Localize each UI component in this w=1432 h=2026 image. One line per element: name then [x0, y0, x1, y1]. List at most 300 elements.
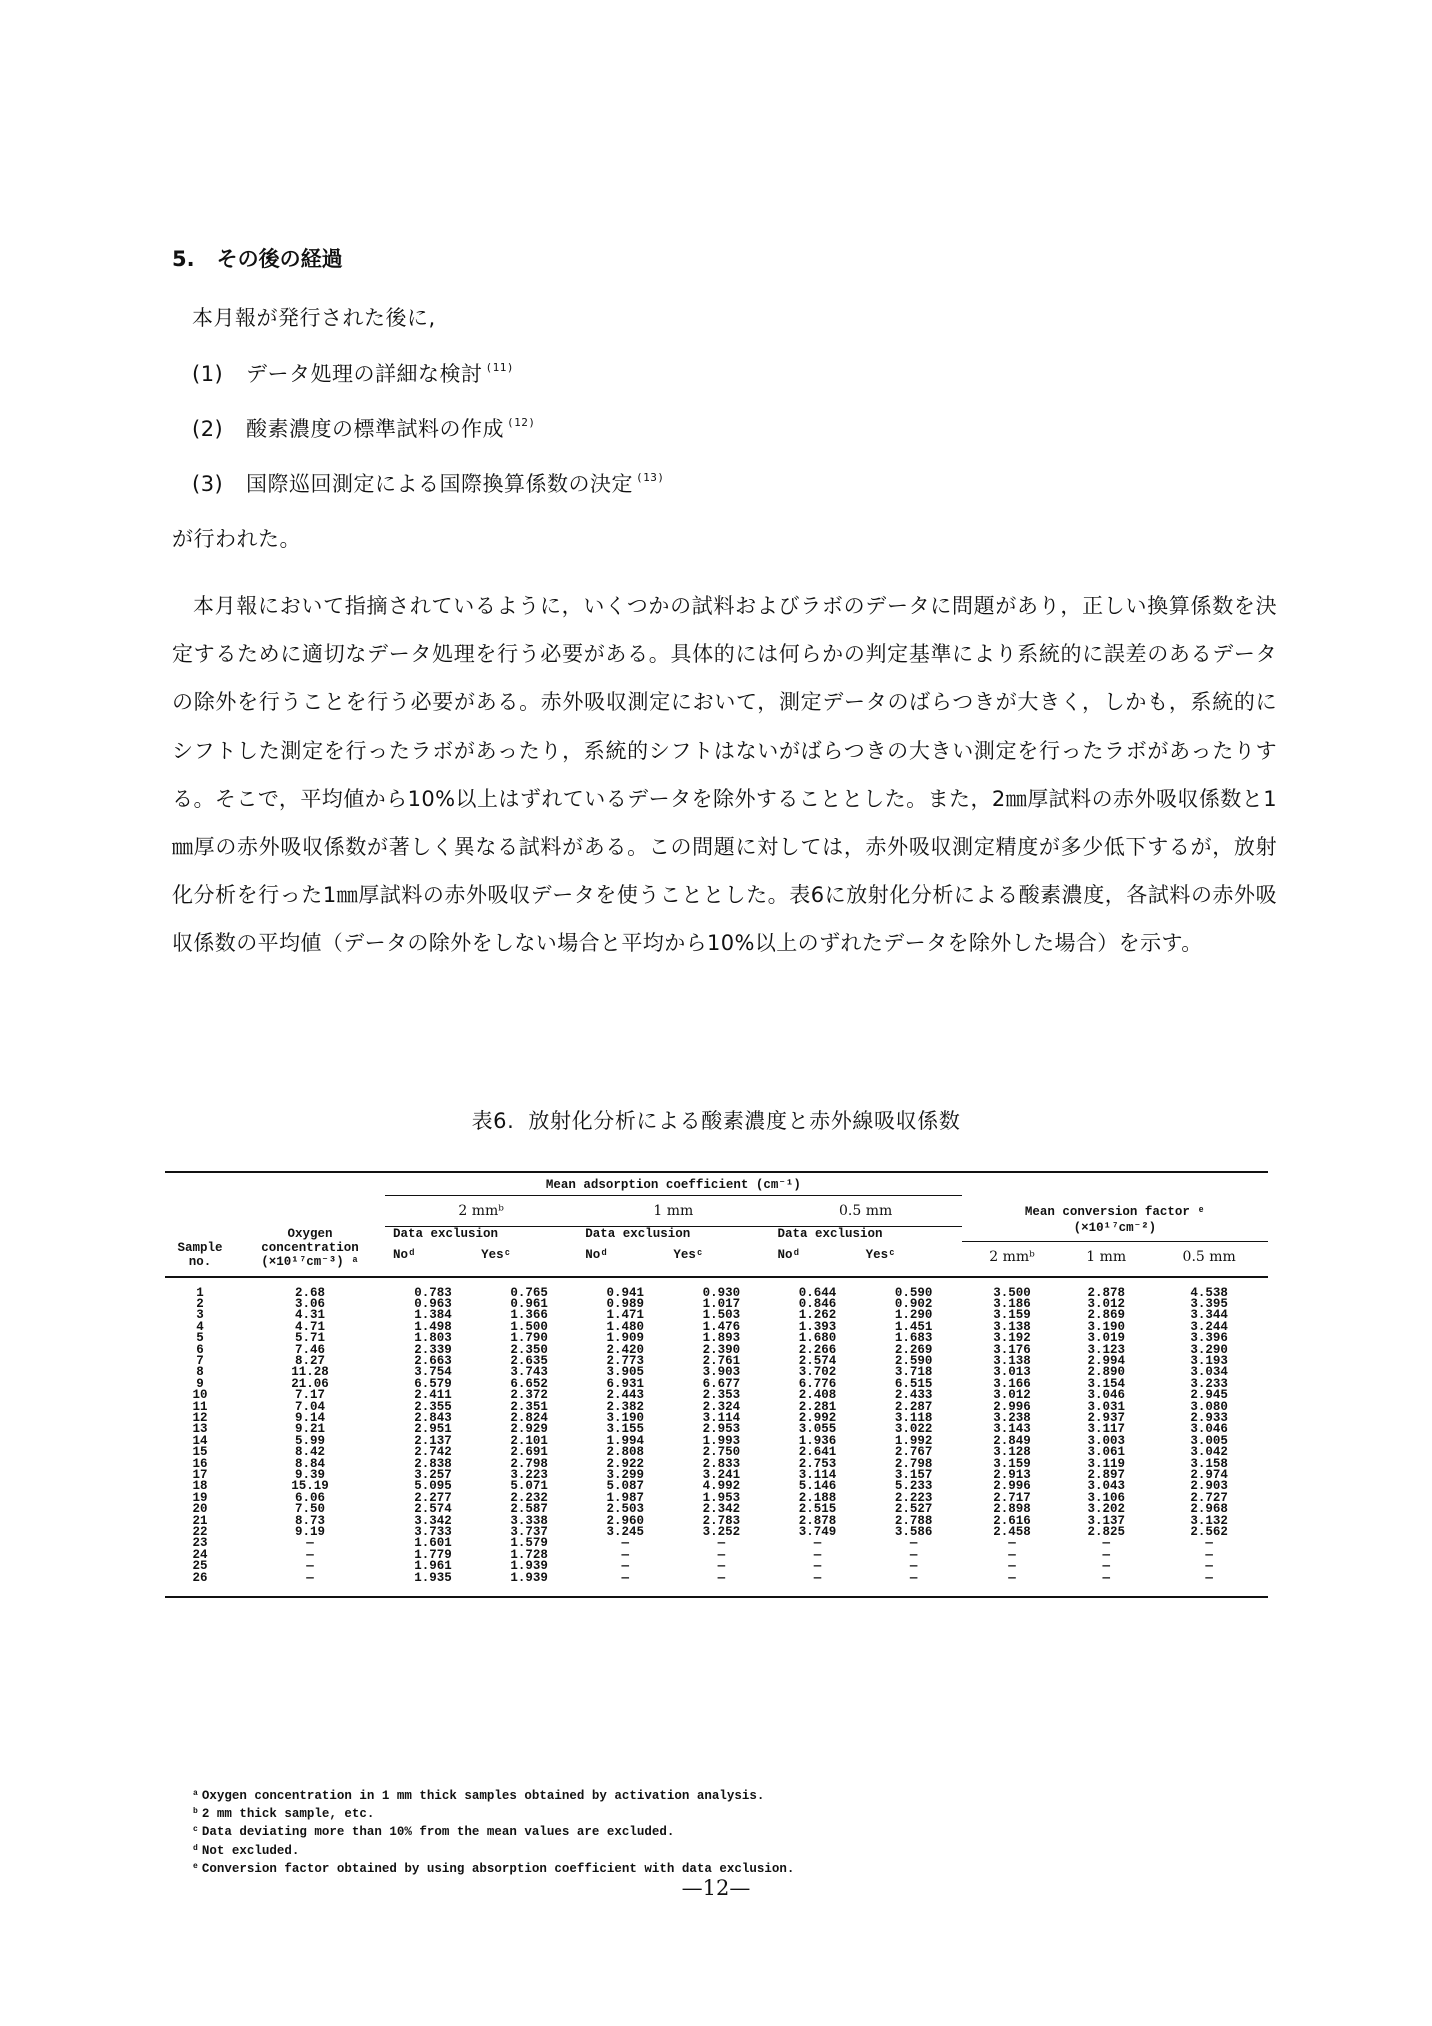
abs-1mm-yes-cell: —	[717, 1559, 726, 1574]
footnote-text: 2 mm thick sample, etc.	[201, 1807, 375, 1822]
abs-1mm-no-cell: —	[621, 1559, 630, 1574]
oxygen-concentration-cell: —	[306, 1559, 314, 1574]
sample-no-cell: 15	[192, 1445, 208, 1460]
abs-2mm-yes-cell: 6.652	[510, 1376, 548, 1391]
conv-2mm-cell: 2.996	[993, 1399, 1031, 1414]
conv-2mm-cell: 3.238	[993, 1410, 1031, 1425]
sample-no-cell: 22	[192, 1525, 208, 1540]
abs-05mm-yes-cell: —	[909, 1559, 918, 1574]
abs-05mm-yes-cell: 2.223	[894, 1490, 933, 1505]
footnote	[193, 1841, 794, 1859]
abs-1mm-yes-cell: —	[717, 1536, 726, 1551]
abs-05mm-no-cell: 0.644	[798, 1285, 837, 1300]
oxygen-concentration-cell: 7.04	[294, 1399, 325, 1414]
abs-1mm-no-cell: 3.155	[606, 1422, 645, 1437]
abs-05mm-no-cell: 1.936	[798, 1433, 837, 1448]
abs-1mm-yes-cell: 1.953	[702, 1490, 741, 1505]
footnote-mark: a	[193, 1789, 198, 1798]
abs-1mm-yes-cell: 2.342	[702, 1502, 741, 1517]
table-body	[165, 1277, 1268, 1598]
oxygen-concentration-cell: 5.71	[294, 1331, 325, 1346]
table-title: 放射化分析による酸素濃度と赤外線吸収係数	[528, 1109, 961, 1133]
sample-no-cell: 11	[192, 1399, 208, 1414]
abs-05mm-no-cell: 0.846	[798, 1296, 837, 1311]
abs-05mm-yes-cell: 3.118	[894, 1410, 933, 1425]
conv-1mm-cell: —	[1102, 1536, 1111, 1551]
abs-05mm-yes-cell: 1.451	[894, 1319, 933, 1334]
abs-05mm-yes-cell: —	[909, 1536, 918, 1551]
conv-1mm-cell: —	[1102, 1547, 1111, 1562]
abs-1mm-no-cell: —	[621, 1570, 630, 1585]
abs-2mm-no-cell: 3.733	[414, 1525, 452, 1540]
abs-1mm-yes-cell: 1.017	[702, 1296, 741, 1311]
abs-05mm-no-cell: 6.776	[798, 1376, 837, 1391]
list-item-label: (3)	[192, 472, 224, 496]
reference-mark: (11)	[485, 361, 514, 374]
abs-2mm-no-cell: 6.579	[414, 1376, 452, 1391]
oxygen-header-top: Oxygen	[287, 1226, 333, 1241]
abs-2mm-no-cell: 2.951	[414, 1422, 452, 1437]
abs-2mm-no-cell: 3.754	[414, 1365, 452, 1380]
abs-05mm-no-cell: 2.574	[798, 1353, 837, 1368]
conv-05mm-cell: 3.158	[1190, 1456, 1228, 1471]
abs-1mm-no-cell: 2.443	[606, 1388, 645, 1403]
abs-05mm-no-cell: 5.146	[798, 1479, 837, 1494]
abs-1mm-yes-cell: 2.353	[702, 1388, 741, 1403]
abs-2mm-yes-cell: 5.071	[510, 1479, 548, 1494]
abs-1mm-yes-cell: 1.476	[702, 1319, 741, 1334]
abs-05mm-yes-cell: 2.788	[894, 1513, 933, 1528]
abs-2mm-yes-cell: 2.691	[510, 1445, 548, 1460]
oxygen-concentration-cell: 11.28	[291, 1365, 329, 1380]
sample-header	[165, 1227, 235, 1242]
conv-05mm-cell: 3.005	[1190, 1433, 1228, 1448]
abs-2mm-yes-cell: 0.765	[510, 1285, 548, 1300]
data-table	[165, 1171, 1268, 1598]
sample-no-cell: 18	[192, 1479, 208, 1494]
abs-1mm-yes-cell: —	[717, 1547, 726, 1562]
abs-2mm-no-cell: 1.935	[414, 1570, 452, 1585]
abs-2mm-no-cell: 2.355	[414, 1399, 452, 1414]
sample-no-cell: 21	[192, 1513, 208, 1528]
abs-1mm-no-cell: 3.245	[606, 1525, 645, 1540]
abs-1mm-yes-cell: 2.833	[702, 1456, 741, 1471]
oxygen-concentration-cell: 15.19	[291, 1479, 329, 1494]
list-item-label: (2)	[192, 417, 224, 441]
oxygen-concentration-cell: 7.17	[294, 1388, 325, 1403]
conv-2mm-cell: 2.898	[993, 1502, 1031, 1517]
conv-2mm-cell: —	[1008, 1559, 1016, 1574]
conv-2mm-cell: 3.012	[993, 1388, 1031, 1403]
abs-05mm-no-cell: 2.188	[798, 1490, 837, 1505]
footnote-mark: b	[193, 1807, 198, 1817]
conv-1mm-cell: 3.019	[1087, 1331, 1126, 1346]
conv-1mm-cell: 2.897	[1087, 1468, 1126, 1482]
oxygen-concentration-cell: 9.14	[294, 1410, 325, 1425]
abs-2mm-no-cell: 0.783	[414, 1285, 452, 1300]
conv-05mm-cell: 3.193	[1190, 1353, 1228, 1368]
abs-05mm-yes-cell: 5.233	[894, 1479, 933, 1494]
oxygen-concentration-cell: 8.27	[294, 1353, 325, 1368]
footnote-text: Conversion factor obtained by using absorption coefficient with data exclusion.	[201, 1861, 795, 1876]
abs-1mm-no-cell: 2.773	[606, 1353, 645, 1368]
no-exclusion-header: Noᵈ	[393, 1248, 416, 1263]
conv-05mm-cell: 3.290	[1190, 1342, 1228, 1357]
abs-05mm-no-cell: 3.702	[798, 1365, 837, 1380]
abs-2mm-no-cell: 2.137	[414, 1433, 452, 1448]
conv-05mm-cell: 3.233	[1190, 1376, 1228, 1391]
abs-1mm-no-cell: —	[621, 1536, 630, 1551]
abs-2mm-no-cell: 1.384	[414, 1308, 452, 1323]
abs-05mm-no-cell: 3.055	[798, 1422, 837, 1437]
conv-2mm-cell: 3.166	[993, 1376, 1031, 1391]
oxygen-concentration-cell: —	[306, 1570, 314, 1585]
abs-2mm-no-cell: 2.838	[414, 1456, 452, 1471]
reference-mark: (13)	[636, 471, 665, 484]
abs-1mm-yes-cell: 6.677	[702, 1376, 741, 1391]
abs-05mm-yes-cell: 2.287	[894, 1399, 933, 1414]
conv-2mm-cell: 2.458	[993, 1525, 1031, 1540]
abs-2mm-yes-cell: 2.350	[510, 1342, 548, 1357]
abs-05mm-yes-cell: 1.290	[894, 1308, 933, 1323]
conversion-title: Mean conversion factor ᵉ	[1024, 1204, 1205, 1219]
oxygen-concentration-cell: 5.99	[294, 1433, 325, 1448]
abs-05mm-no-cell: 3.749	[798, 1525, 837, 1540]
oxygen-concentration-cell: 9.19	[294, 1525, 325, 1540]
conv-1mm-cell: 3.043	[1087, 1479, 1126, 1494]
abs-1mm-yes-cell: 3.114	[702, 1410, 741, 1425]
abs-1mm-yes-cell: 3.252	[702, 1525, 741, 1540]
sample-no-cell: 25	[192, 1559, 208, 1574]
abs-1mm-no-cell: 1.987	[606, 1490, 645, 1505]
oxygen-header-line: concentration	[261, 1241, 359, 1256]
sample-no-cell: 6	[196, 1342, 204, 1357]
sample-no-cell: 4	[196, 1319, 204, 1334]
thickness-header: 2 mmᵇ	[385, 1196, 577, 1227]
abs-05mm-yes-cell: 2.269	[894, 1342, 933, 1357]
abs-05mm-yes-cell: —	[909, 1547, 918, 1562]
footnote-text: Not excluded.	[201, 1843, 300, 1858]
abs-05mm-yes-cell: 2.767	[894, 1445, 933, 1460]
data-exclusion-label: Data exclusion	[393, 1227, 499, 1241]
abs-2mm-yes-cell: 1.939	[510, 1570, 548, 1585]
abs-05mm-yes-cell: 0.590	[894, 1285, 933, 1300]
conv-2mm-cell: 3.500	[993, 1285, 1031, 1300]
reference-mark: (12)	[507, 416, 536, 429]
abs-1mm-no-cell: 2.960	[606, 1513, 645, 1528]
abs-2mm-no-cell: 2.339	[414, 1342, 452, 1357]
conv-1mm-cell: 3.117	[1087, 1422, 1126, 1437]
oxygen-concentration-cell: 8.73	[294, 1513, 325, 1528]
abs-1mm-yes-cell: 1.893	[702, 1331, 741, 1346]
abs-2mm-no-cell: 1.601	[414, 1536, 452, 1551]
abs-2mm-no-cell: 2.663	[414, 1353, 452, 1368]
abs-05mm-yes-cell: 1.992	[894, 1433, 933, 1448]
conv-1mm-cell: 3.137	[1087, 1513, 1126, 1528]
conv-1mm-cell: 3.119	[1087, 1456, 1126, 1471]
abs-1mm-no-cell: 2.420	[606, 1342, 645, 1357]
conv-05mm-cell: 2.727	[1190, 1490, 1228, 1505]
abs-05mm-no-cell: 2.753	[798, 1456, 837, 1471]
conv-1mm-cell: 2.825	[1087, 1525, 1126, 1540]
abs-1mm-yes-cell: 1.993	[702, 1433, 741, 1448]
yes-exclusion-header: Yesᶜ	[481, 1248, 512, 1263]
conv-05mm-cell: 2.562	[1190, 1525, 1228, 1540]
footnote	[193, 1859, 794, 1877]
abs-1mm-no-cell: 0.989	[606, 1296, 645, 1311]
abs-05mm-yes-cell: 0.902	[894, 1296, 933, 1311]
abs-1mm-yes-cell: 2.761	[702, 1353, 741, 1368]
abs-2mm-no-cell: 2.742	[414, 1445, 452, 1460]
conv-1mm-cell: 3.123	[1087, 1342, 1126, 1357]
conv-05mm-cell: 3.396	[1190, 1331, 1228, 1346]
abs-05mm-yes-cell: 2.590	[894, 1353, 933, 1368]
abs-1mm-no-cell: 2.382	[606, 1399, 645, 1414]
conv-2mm-cell: 3.128	[993, 1445, 1031, 1460]
conv-1mm-cell: 3.046	[1087, 1388, 1126, 1403]
conv-2mm-cell: 3.138	[993, 1353, 1031, 1368]
abs-2mm-no-cell: 1.961	[414, 1559, 452, 1574]
abs-2mm-yes-cell: 0.961	[510, 1296, 548, 1311]
abs-1mm-yes-cell: 1.503	[702, 1308, 741, 1323]
conv-05mm-cell: 3.046	[1190, 1422, 1228, 1437]
list-item-text: データ処理の詳細な検討	[246, 362, 483, 386]
sample-no-cell: 8	[196, 1365, 204, 1380]
no-exclusion-header: Noᵈ	[585, 1248, 608, 1263]
sample-no-cell: 24	[192, 1547, 208, 1562]
table-caption	[0, 1105, 1432, 1135]
conv-1mm-cell: 2.878	[1087, 1285, 1126, 1300]
abs-05mm-yes-cell: 3.022	[894, 1422, 933, 1437]
sample-no-cell: 26	[192, 1570, 208, 1585]
abs-2mm-yes-cell: 2.372	[510, 1388, 548, 1403]
conv-05mm-cell: —	[1205, 1570, 1213, 1585]
sample-no-cell: 1	[196, 1285, 204, 1300]
list-item-text: 酸素濃度の標準試料の作成	[246, 417, 504, 441]
conversion-unit: (×10¹⁷cm⁻²)	[1073, 1220, 1157, 1235]
conv-1mm-cell: 3.106	[1087, 1490, 1126, 1505]
conversion-group-header	[962, 1196, 1268, 1242]
table-row	[165, 1573, 1268, 1597]
abs-05mm-yes-cell: 3.157	[894, 1468, 933, 1482]
yes-exclusion-header: Yesᶜ	[673, 1248, 704, 1263]
sample-no-cell: 5	[196, 1331, 204, 1346]
body-paragraph	[172, 582, 1277, 968]
thickness-header: 0.5 mm	[770, 1196, 962, 1227]
abs-05mm-no-cell: 2.992	[798, 1410, 837, 1425]
oxygen-concentration-cell: 9.21	[294, 1422, 325, 1437]
sample-no-cell: 9	[196, 1376, 204, 1391]
footnote-mark: e	[193, 1861, 198, 1871]
abs-05mm-yes-cell: —	[909, 1570, 918, 1585]
abs-2mm-yes-cell: 1.366	[510, 1308, 548, 1323]
conv-2mm-cell: 3.159	[993, 1308, 1031, 1323]
abs-1mm-no-cell: 3.299	[606, 1468, 645, 1482]
section-heading	[172, 243, 343, 273]
abs-2mm-yes-cell: 2.101	[510, 1433, 548, 1448]
conv-05mm-cell: 3.395	[1190, 1296, 1228, 1311]
conv-05mm-cell: 2.903	[1190, 1479, 1228, 1494]
conv-2mm-cell: 3.186	[993, 1296, 1031, 1311]
data-exclusion-label: Data exclusion	[777, 1227, 883, 1241]
conv-1mm-cell: 3.190	[1087, 1319, 1126, 1334]
sample-no-cell: 10	[192, 1388, 208, 1403]
conv-2mm-cell: 3.138	[993, 1319, 1031, 1334]
abs-2mm-yes-cell: 3.737	[510, 1525, 548, 1540]
conv-2mm-cell: 3.013	[993, 1365, 1031, 1380]
table-row	[165, 1277, 1268, 1299]
conv-05mm-cell: 3.080	[1190, 1399, 1228, 1414]
abs-1mm-yes-cell: 3.903	[702, 1365, 741, 1380]
abs-2mm-no-cell: 0.963	[414, 1296, 452, 1311]
abs-2mm-yes-cell: 1.500	[510, 1319, 548, 1334]
abs-05mm-no-cell: 2.266	[798, 1342, 837, 1357]
conv-1mm-cell: 3.061	[1087, 1445, 1126, 1460]
abs-2mm-yes-cell: 2.635	[510, 1353, 548, 1368]
oxygen-concentration-cell: 21.06	[291, 1376, 329, 1391]
oxygen-header	[235, 1241, 385, 1277]
abs-1mm-no-cell: 2.808	[606, 1445, 645, 1460]
abs-2mm-no-cell: 2.411	[414, 1388, 452, 1403]
conv-2mm-cell: 2.913	[993, 1468, 1031, 1482]
conv-1mm-cell: 3.154	[1087, 1376, 1126, 1391]
abs-05mm-no-cell: 2.281	[798, 1399, 837, 1414]
conv-1mm-cell: 2.869	[1087, 1308, 1126, 1323]
conv-1mm-cell: —	[1102, 1559, 1111, 1574]
conv-1mm-cell: 2.890	[1087, 1365, 1126, 1380]
conv-05mm-cell: —	[1205, 1559, 1213, 1574]
conv-05mm-cell: 3.132	[1190, 1513, 1228, 1528]
conv-1mm-cell: 3.003	[1087, 1433, 1126, 1448]
abs-1mm-yes-cell: —	[717, 1570, 726, 1585]
conv-2mm-cell: —	[1008, 1570, 1016, 1585]
abs-1mm-no-cell: 0.941	[606, 1285, 645, 1300]
oxygen-concentration-cell: 4.31	[294, 1308, 325, 1323]
section-title: その後の経過	[216, 247, 343, 271]
abs-05mm-no-cell: —	[813, 1536, 822, 1551]
abs-05mm-no-cell: 1.262	[798, 1308, 837, 1323]
conv-05mm-cell: 3.244	[1190, 1319, 1228, 1334]
conversion-thickness-header: 1 mm	[1086, 1248, 1127, 1265]
abs-2mm-yes-cell: 2.824	[510, 1410, 548, 1425]
abs-05mm-no-cell: 1.393	[798, 1319, 837, 1334]
abs-2mm-yes-cell: 3.338	[510, 1513, 548, 1528]
absorption-group-header: Mean adsorption coefficient (cm⁻¹)	[385, 1172, 962, 1196]
section-number: 5.	[172, 247, 195, 271]
sample-no-cell: 23	[192, 1536, 208, 1551]
sample-no-cell: 12	[192, 1410, 208, 1425]
conv-1mm-cell: —	[1102, 1570, 1111, 1585]
no-exclusion-header: Noᵈ	[777, 1248, 801, 1263]
oxygen-concentration-cell: 6.06	[294, 1490, 325, 1505]
oxygen-concentration-cell: 9.39	[294, 1468, 325, 1482]
conv-2mm-cell: —	[1008, 1536, 1016, 1551]
abs-2mm-no-cell: 3.257	[414, 1468, 452, 1482]
conv-2mm-cell: 2.717	[993, 1490, 1031, 1505]
abs-1mm-yes-cell: 0.930	[702, 1285, 741, 1300]
conv-2mm-cell: 3.159	[993, 1456, 1031, 1471]
conv-2mm-cell: 3.143	[993, 1422, 1031, 1437]
footnote	[193, 1822, 794, 1840]
abs-1mm-no-cell: 5.087	[606, 1479, 645, 1494]
conv-05mm-cell: 3.344	[1190, 1308, 1228, 1323]
abs-05mm-no-cell: 2.641	[798, 1445, 837, 1460]
abs-1mm-no-cell: 6.931	[606, 1376, 645, 1391]
footnote-mark: d	[193, 1843, 198, 1853]
conv-2mm-cell: 2.996	[993, 1479, 1031, 1494]
sample-no-cell: 14	[192, 1433, 208, 1448]
abs-2mm-yes-cell: 2.587	[510, 1502, 548, 1517]
conv-2mm-cell: 2.849	[993, 1433, 1031, 1448]
table-number: 表6.	[471, 1109, 515, 1133]
conv-1mm-cell: 2.994	[1087, 1353, 1126, 1368]
abs-05mm-no-cell: 2.878	[798, 1513, 837, 1528]
sample-no-header: Sample no.	[177, 1241, 223, 1270]
intro-text: 本月報が発行された後に,	[192, 306, 436, 330]
conv-05mm-cell: 4.538	[1190, 1285, 1228, 1300]
conversion-thickness-header: 0.5 mm	[1182, 1248, 1236, 1265]
abs-05mm-yes-cell: 2.433	[894, 1388, 933, 1403]
conv-2mm-cell: —	[1008, 1547, 1016, 1562]
oxygen-concentration-cell: 2.68	[294, 1285, 325, 1300]
oxygen-concentration-cell: 8.84	[294, 1456, 325, 1471]
conversion-thickness-header: 2 mmᵇ	[989, 1248, 1035, 1265]
footnotes	[193, 1786, 794, 1877]
sample-no-cell: 3	[196, 1308, 204, 1323]
abs-1mm-no-cell: 2.922	[606, 1456, 645, 1471]
abs-05mm-yes-cell: 3.718	[894, 1365, 933, 1380]
abs-05mm-no-cell: 2.515	[798, 1502, 837, 1517]
oxygen-concentration-cell: 3.06	[294, 1296, 325, 1311]
abs-1mm-yes-cell: 3.241	[702, 1468, 741, 1482]
abs-1mm-no-cell: 1.909	[606, 1331, 645, 1346]
abs-1mm-no-cell: —	[621, 1547, 630, 1562]
abs-2mm-yes-cell: 1.579	[510, 1536, 548, 1551]
abs-05mm-no-cell: 1.680	[798, 1331, 837, 1346]
oxygen-concentration-cell: 4.71	[294, 1319, 325, 1334]
abs-1mm-yes-cell: 2.953	[702, 1422, 741, 1437]
abs-2mm-yes-cell: 2.929	[510, 1422, 548, 1437]
conv-05mm-cell: 3.034	[1190, 1365, 1228, 1380]
yes-exclusion-header: Yesᶜ	[865, 1248, 896, 1263]
abs-1mm-yes-cell: 2.750	[702, 1445, 741, 1460]
data-exclusion-label: Data exclusion	[585, 1227, 691, 1241]
abs-2mm-no-cell: 2.277	[414, 1490, 452, 1505]
abs-2mm-yes-cell: 3.743	[510, 1365, 548, 1380]
conv-05mm-cell: —	[1205, 1547, 1213, 1562]
abs-05mm-no-cell: —	[813, 1570, 822, 1585]
conv-05mm-cell: 2.945	[1190, 1388, 1228, 1403]
conv-2mm-cell: 2.616	[993, 1513, 1031, 1528]
abs-2mm-yes-cell: 1.790	[510, 1331, 548, 1346]
sample-no-cell: 16	[192, 1456, 208, 1471]
list-item	[192, 468, 665, 498]
sample-no-cell: 7	[196, 1353, 204, 1368]
abs-2mm-no-cell: 5.095	[414, 1479, 452, 1494]
abs-2mm-yes-cell: 1.939	[510, 1559, 548, 1574]
abs-2mm-no-cell: 1.779	[414, 1547, 452, 1562]
abs-05mm-no-cell: 3.114	[798, 1468, 837, 1482]
abs-05mm-yes-cell: 2.527	[894, 1502, 933, 1517]
abs-05mm-yes-cell: 1.683	[894, 1331, 933, 1346]
abs-05mm-yes-cell: 3.586	[894, 1525, 933, 1540]
paragraph-text: 本月報において指摘されているように，いくつかの試料およびラボのデータに問題があり，正しい換算係数を決定するために適切なデータ処理を行う必要がある。具体的には何らかの判定基準により系統的に誤差のあるデータの除外を行うことを行う必要がある。赤外吸収測定において，測定データのばらつきが大きく，しかも，系統的にシフトした測定を行ったラボがあったり，系統的シフトはないがばらつきの大きい測定を行ったラボがあったりする。そこで，平均値から10%以上はずれているデータを除外することとした。また，2㎜厚試料の赤外吸収係数と1㎜厚の赤外吸収係数が著しく異なる試料がある。この問題に対しては，赤外吸収測定精度が多少低下するが，放射化分析を行った1㎜厚試料の赤外吸収データを使うこととした。表6に放射化分析による酸素濃度，各試料の赤外吸収係数の平均値（データの除外をしない場合と平均から10%以上のずれたデータを除外した場合）を示す。	[172, 594, 1277, 956]
footnote-mark: c	[193, 1825, 198, 1835]
after-items-text: が行われた。	[172, 527, 301, 551]
oxygen-header-unit: (×10¹⁷cm⁻³) ᵃ	[261, 1255, 359, 1270]
abs-1mm-no-cell: 3.905	[606, 1365, 645, 1380]
oxygen-concentration-cell: 7.50	[294, 1502, 325, 1517]
